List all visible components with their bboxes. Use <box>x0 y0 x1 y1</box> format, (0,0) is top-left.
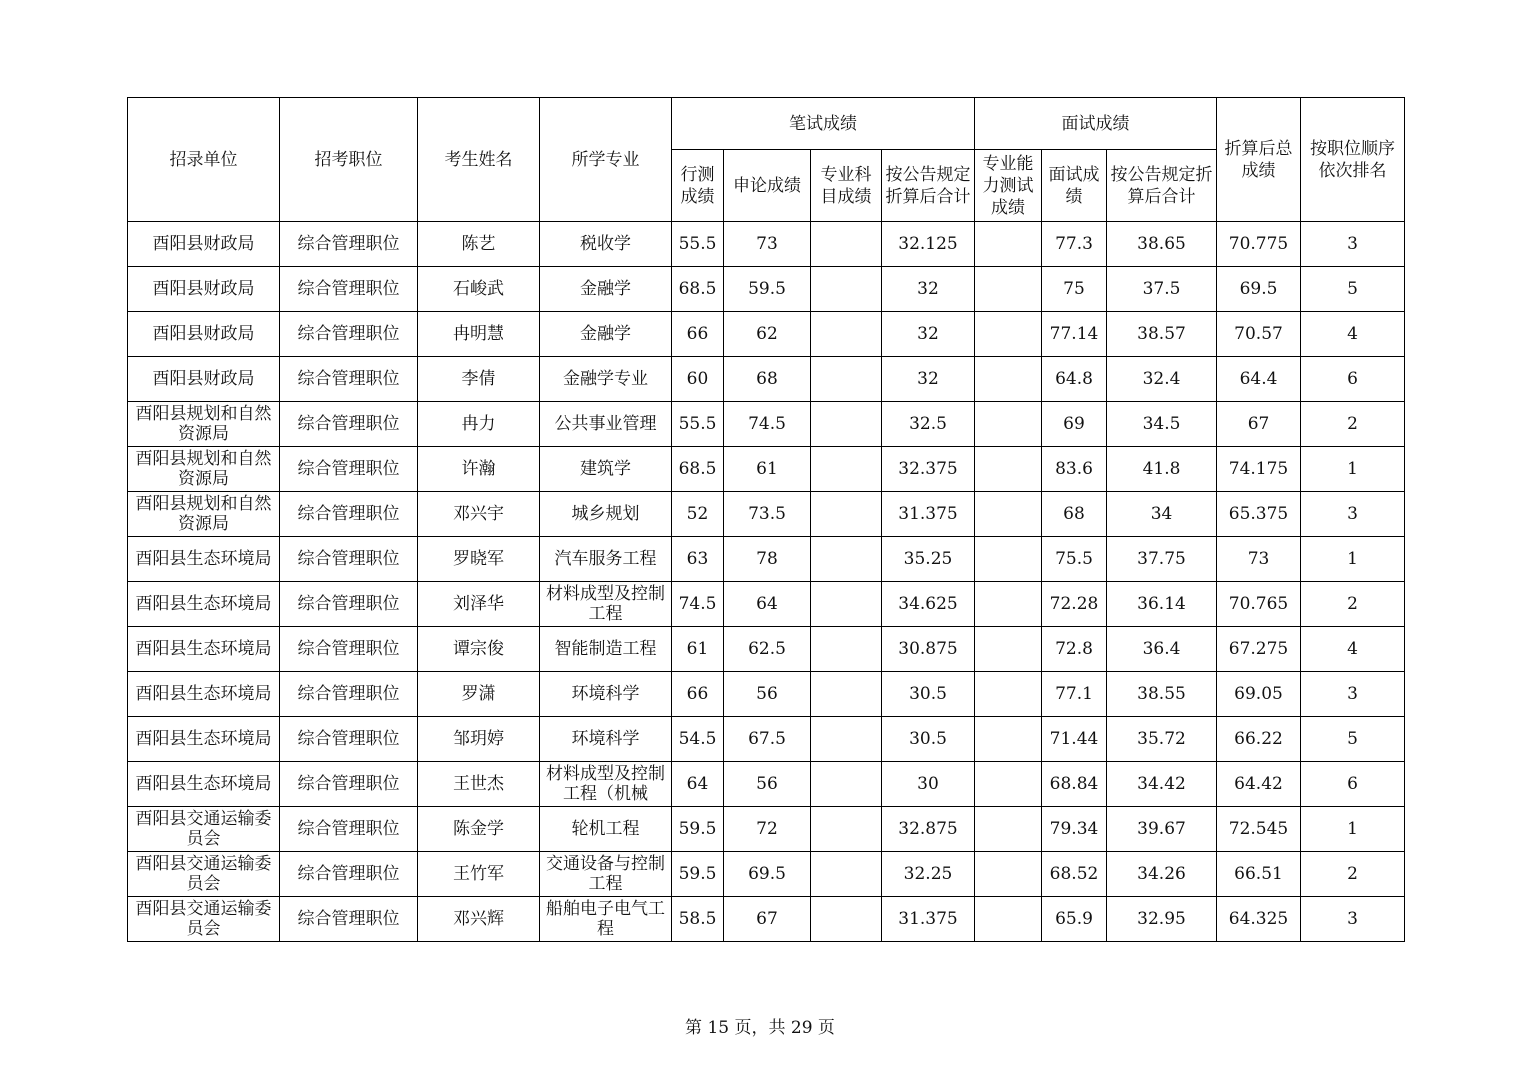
cell-total: 67 <box>1217 402 1301 447</box>
cell-ability <box>975 312 1042 357</box>
cell-xingce: 55.5 <box>672 402 724 447</box>
cell-shenlun: 69.5 <box>724 852 811 897</box>
cell-interview-total: 34.5 <box>1107 402 1217 447</box>
cell-major: 公共事业管理 <box>540 402 672 447</box>
cell-ability <box>975 807 1042 852</box>
table-row <box>128 402 1405 447</box>
cell-professional <box>811 447 882 492</box>
cell-shenlun: 64 <box>724 582 811 627</box>
header-position: 招考职位 <box>280 98 418 222</box>
cell-rank: 2 <box>1301 582 1405 627</box>
cell-name: 李倩 <box>418 357 540 402</box>
cell-rank: 2 <box>1301 852 1405 897</box>
cell-written-total: 30.5 <box>882 717 975 762</box>
cell-name: 石峻武 <box>418 267 540 312</box>
cell-name: 邹玥婷 <box>418 717 540 762</box>
cell-written-total: 32.5 <box>882 402 975 447</box>
cell-xingce: 52 <box>672 492 724 537</box>
cell-rank: 5 <box>1301 267 1405 312</box>
cell-interview-total: 36.4 <box>1107 627 1217 672</box>
cell-xingce: 55.5 <box>672 222 724 267</box>
cell-shenlun: 72 <box>724 807 811 852</box>
cell-interview-total: 38.55 <box>1107 672 1217 717</box>
cell-interview-total: 35.72 <box>1107 717 1217 762</box>
cell-interview: 75.5 <box>1042 537 1107 582</box>
cell-rank: 4 <box>1301 627 1405 672</box>
cell-name: 陈金学 <box>418 807 540 852</box>
cell-unit: 酉阳县规划和自然资源局 <box>128 492 280 537</box>
cell-xingce: 59.5 <box>672 807 724 852</box>
cell-position: 综合管理职位 <box>280 897 418 942</box>
table-row <box>128 312 1405 357</box>
cell-written-total: 32 <box>882 312 975 357</box>
cell-interview: 72.8 <box>1042 627 1107 672</box>
cell-xingce: 66 <box>672 672 724 717</box>
cell-major: 轮机工程 <box>540 807 672 852</box>
cell-ability <box>975 537 1042 582</box>
header-professional: 专业科目成绩 <box>811 150 882 222</box>
cell-written-total: 31.375 <box>882 897 975 942</box>
cell-position: 综合管理职位 <box>280 717 418 762</box>
cell-shenlun: 56 <box>724 762 811 807</box>
cell-shenlun: 61 <box>724 447 811 492</box>
cell-name: 王世杰 <box>418 762 540 807</box>
table-row <box>128 267 1405 312</box>
table-row <box>128 852 1405 897</box>
cell-unit: 酉阳县交通运输委员会 <box>128 897 280 942</box>
cell-name: 许瀚 <box>418 447 540 492</box>
cell-position: 综合管理职位 <box>280 222 418 267</box>
cell-major: 汽车服务工程 <box>540 537 672 582</box>
cell-major: 建筑学 <box>540 447 672 492</box>
cell-shenlun: 74.5 <box>724 402 811 447</box>
cell-interview-total: 41.8 <box>1107 447 1217 492</box>
cell-unit: 酉阳县财政局 <box>128 312 280 357</box>
cell-position: 综合管理职位 <box>280 762 418 807</box>
cell-rank: 3 <box>1301 492 1405 537</box>
cell-shenlun: 62.5 <box>724 627 811 672</box>
cell-xingce: 58.5 <box>672 897 724 942</box>
table-row <box>128 537 1405 582</box>
table-row <box>128 717 1405 762</box>
cell-unit: 酉阳县生态环境局 <box>128 762 280 807</box>
cell-ability <box>975 267 1042 312</box>
cell-ability <box>975 627 1042 672</box>
cell-name: 冉明慧 <box>418 312 540 357</box>
cell-name: 冉力 <box>418 402 540 447</box>
cell-interview: 68.84 <box>1042 762 1107 807</box>
cell-rank: 1 <box>1301 807 1405 852</box>
page-footer: 第 15 页，共 29 页 <box>685 1018 835 1038</box>
cell-xingce: 68.5 <box>672 447 724 492</box>
cell-shenlun: 73.5 <box>724 492 811 537</box>
cell-interview: 79.34 <box>1042 807 1107 852</box>
cell-ability <box>975 402 1042 447</box>
cell-interview-total: 37.75 <box>1107 537 1217 582</box>
cell-total: 70.775 <box>1217 222 1301 267</box>
cell-total: 64.325 <box>1217 897 1301 942</box>
cell-written-total: 31.375 <box>882 492 975 537</box>
table-row <box>128 357 1405 402</box>
cell-interview-total: 34.26 <box>1107 852 1217 897</box>
cell-shenlun: 56 <box>724 672 811 717</box>
cell-major: 金融学 <box>540 267 672 312</box>
cell-name: 刘泽华 <box>418 582 540 627</box>
cell-total: 69.5 <box>1217 267 1301 312</box>
cell-ability <box>975 762 1042 807</box>
cell-professional <box>811 672 882 717</box>
cell-professional <box>811 717 882 762</box>
cell-unit: 酉阳县财政局 <box>128 267 280 312</box>
cell-professional <box>811 357 882 402</box>
cell-position: 综合管理职位 <box>280 357 418 402</box>
header-xingce: 行测成绩 <box>672 150 724 222</box>
cell-major: 交通设备与控制工程 <box>540 852 672 897</box>
cell-unit: 酉阳县生态环境局 <box>128 627 280 672</box>
cell-xingce: 54.5 <box>672 717 724 762</box>
cell-position: 综合管理职位 <box>280 807 418 852</box>
cell-major: 环境科学 <box>540 717 672 762</box>
cell-shenlun: 59.5 <box>724 267 811 312</box>
cell-shenlun: 67 <box>724 897 811 942</box>
cell-total: 66.51 <box>1217 852 1301 897</box>
cell-shenlun: 68 <box>724 357 811 402</box>
cell-professional <box>811 627 882 672</box>
cell-rank: 1 <box>1301 447 1405 492</box>
cell-position: 综合管理职位 <box>280 267 418 312</box>
cell-total: 66.22 <box>1217 717 1301 762</box>
cell-major: 金融学 <box>540 312 672 357</box>
cell-major: 税收学 <box>540 222 672 267</box>
cell-professional <box>811 807 882 852</box>
cell-written-total: 32.375 <box>882 447 975 492</box>
header-interview-group: 面试成绩 <box>975 98 1217 150</box>
cell-major: 城乡规划 <box>540 492 672 537</box>
cell-professional <box>811 222 882 267</box>
cell-unit: 酉阳县规划和自然资源局 <box>128 402 280 447</box>
header-written-group: 笔试成绩 <box>672 98 975 150</box>
table-row <box>128 897 1405 942</box>
cell-rank: 6 <box>1301 357 1405 402</box>
cell-position: 综合管理职位 <box>280 627 418 672</box>
table-row <box>128 807 1405 852</box>
score-table <box>127 97 1405 942</box>
cell-rank: 1 <box>1301 537 1405 582</box>
cell-written-total: 32.25 <box>882 852 975 897</box>
cell-unit: 酉阳县财政局 <box>128 357 280 402</box>
cell-position: 综合管理职位 <box>280 447 418 492</box>
cell-total: 65.375 <box>1217 492 1301 537</box>
cell-interview-total: 32.4 <box>1107 357 1217 402</box>
cell-xingce: 74.5 <box>672 582 724 627</box>
table-row <box>128 627 1405 672</box>
cell-rank: 3 <box>1301 672 1405 717</box>
cell-name: 王竹军 <box>418 852 540 897</box>
cell-professional <box>811 897 882 942</box>
header-major: 所学专业 <box>540 98 672 222</box>
cell-written-total: 30 <box>882 762 975 807</box>
cell-written-total: 32 <box>882 357 975 402</box>
cell-shenlun: 73 <box>724 222 811 267</box>
cell-professional <box>811 852 882 897</box>
header-unit: 招录单位 <box>128 98 280 222</box>
cell-xingce: 66 <box>672 312 724 357</box>
cell-professional <box>811 762 882 807</box>
cell-professional <box>811 582 882 627</box>
cell-interview: 68.52 <box>1042 852 1107 897</box>
cell-major: 环境科学 <box>540 672 672 717</box>
cell-written-total: 30.5 <box>882 672 975 717</box>
cell-written-total: 32.875 <box>882 807 975 852</box>
table-row <box>128 222 1405 267</box>
cell-ability <box>975 222 1042 267</box>
cell-written-total: 32 <box>882 267 975 312</box>
cell-interview-total: 34.42 <box>1107 762 1217 807</box>
cell-ability <box>975 492 1042 537</box>
cell-shenlun: 67.5 <box>724 717 811 762</box>
cell-name: 谭宗俊 <box>418 627 540 672</box>
cell-major: 材料成型及控制工程 <box>540 582 672 627</box>
cell-interview: 65.9 <box>1042 897 1107 942</box>
cell-professional <box>811 402 882 447</box>
cell-major: 金融学专业 <box>540 357 672 402</box>
table-row <box>128 582 1405 627</box>
header-shenlun: 申论成绩 <box>724 150 811 222</box>
cell-position: 综合管理职位 <box>280 537 418 582</box>
cell-total: 64.4 <box>1217 357 1301 402</box>
table-row <box>128 447 1405 492</box>
header-interview-total: 按公告规定折算后合计 <box>1107 150 1217 222</box>
cell-ability <box>975 447 1042 492</box>
cell-professional <box>811 267 882 312</box>
cell-interview: 77.3 <box>1042 222 1107 267</box>
cell-name: 罗潇 <box>418 672 540 717</box>
cell-rank: 3 <box>1301 897 1405 942</box>
cell-xingce: 60 <box>672 357 724 402</box>
header-interview-score: 面试成绩 <box>1042 150 1107 222</box>
cell-major: 材料成型及控制工程（机械 <box>540 762 672 807</box>
cell-ability <box>975 897 1042 942</box>
cell-written-total: 30.875 <box>882 627 975 672</box>
cell-unit: 酉阳县生态环境局 <box>128 582 280 627</box>
cell-xingce: 63 <box>672 537 724 582</box>
cell-position: 综合管理职位 <box>280 312 418 357</box>
table-row <box>128 492 1405 537</box>
cell-interview: 77.14 <box>1042 312 1107 357</box>
cell-name: 陈艺 <box>418 222 540 267</box>
cell-xingce: 59.5 <box>672 852 724 897</box>
cell-name: 邓兴辉 <box>418 897 540 942</box>
cell-interview: 71.44 <box>1042 717 1107 762</box>
cell-unit: 酉阳县生态环境局 <box>128 717 280 762</box>
header-final-total: 折算后总成绩 <box>1217 98 1301 222</box>
table-row <box>128 762 1405 807</box>
table-row <box>128 672 1405 717</box>
cell-unit: 酉阳县生态环境局 <box>128 672 280 717</box>
cell-shenlun: 62 <box>724 312 811 357</box>
cell-major: 智能制造工程 <box>540 627 672 672</box>
cell-total: 70.765 <box>1217 582 1301 627</box>
cell-major: 船舶电子电气工程 <box>540 897 672 942</box>
cell-written-total: 35.25 <box>882 537 975 582</box>
cell-ability <box>975 582 1042 627</box>
cell-shenlun: 78 <box>724 537 811 582</box>
cell-total: 64.42 <box>1217 762 1301 807</box>
cell-interview: 72.28 <box>1042 582 1107 627</box>
cell-ability <box>975 717 1042 762</box>
cell-interview: 69 <box>1042 402 1107 447</box>
cell-professional <box>811 537 882 582</box>
cell-interview: 64.8 <box>1042 357 1107 402</box>
cell-xingce: 64 <box>672 762 724 807</box>
cell-interview: 83.6 <box>1042 447 1107 492</box>
cell-interview-total: 37.5 <box>1107 267 1217 312</box>
cell-total: 72.545 <box>1217 807 1301 852</box>
cell-total: 70.57 <box>1217 312 1301 357</box>
cell-professional <box>811 312 882 357</box>
cell-rank: 4 <box>1301 312 1405 357</box>
cell-interview-total: 34 <box>1107 492 1217 537</box>
cell-xingce: 68.5 <box>672 267 724 312</box>
cell-interview: 75 <box>1042 267 1107 312</box>
header-rank: 按职位顺序依次排名 <box>1301 98 1405 222</box>
cell-written-total: 34.625 <box>882 582 975 627</box>
cell-name: 邓兴宇 <box>418 492 540 537</box>
header-ability-test: 专业能力测试成绩 <box>975 150 1042 222</box>
cell-position: 综合管理职位 <box>280 582 418 627</box>
cell-rank: 2 <box>1301 402 1405 447</box>
cell-position: 综合管理职位 <box>280 492 418 537</box>
header-name: 考生姓名 <box>418 98 540 222</box>
cell-interview-total: 36.14 <box>1107 582 1217 627</box>
cell-interview-total: 38.57 <box>1107 312 1217 357</box>
cell-written-total: 32.125 <box>882 222 975 267</box>
cell-unit: 酉阳县交通运输委员会 <box>128 807 280 852</box>
cell-total: 73 <box>1217 537 1301 582</box>
cell-unit: 酉阳县规划和自然资源局 <box>128 447 280 492</box>
cell-total: 69.05 <box>1217 672 1301 717</box>
cell-unit: 酉阳县财政局 <box>128 222 280 267</box>
cell-interview: 77.1 <box>1042 672 1107 717</box>
cell-rank: 6 <box>1301 762 1405 807</box>
cell-interview-total: 38.65 <box>1107 222 1217 267</box>
cell-interview-total: 32.95 <box>1107 897 1217 942</box>
cell-rank: 3 <box>1301 222 1405 267</box>
cell-ability <box>975 357 1042 402</box>
cell-professional <box>811 492 882 537</box>
cell-ability <box>975 672 1042 717</box>
cell-total: 67.275 <box>1217 627 1301 672</box>
cell-xingce: 61 <box>672 627 724 672</box>
cell-total: 74.175 <box>1217 447 1301 492</box>
cell-name: 罗晓军 <box>418 537 540 582</box>
table-header <box>128 98 1405 222</box>
cell-unit: 酉阳县交通运输委员会 <box>128 852 280 897</box>
cell-interview-total: 39.67 <box>1107 807 1217 852</box>
cell-interview: 68 <box>1042 492 1107 537</box>
cell-position: 综合管理职位 <box>280 852 418 897</box>
table-body <box>128 222 1405 942</box>
cell-position: 综合管理职位 <box>280 402 418 447</box>
cell-position: 综合管理职位 <box>280 672 418 717</box>
cell-ability <box>975 852 1042 897</box>
cell-unit: 酉阳县生态环境局 <box>128 537 280 582</box>
cell-rank: 5 <box>1301 717 1405 762</box>
header-written-total: 按公告规定折算后合计 <box>882 150 975 222</box>
